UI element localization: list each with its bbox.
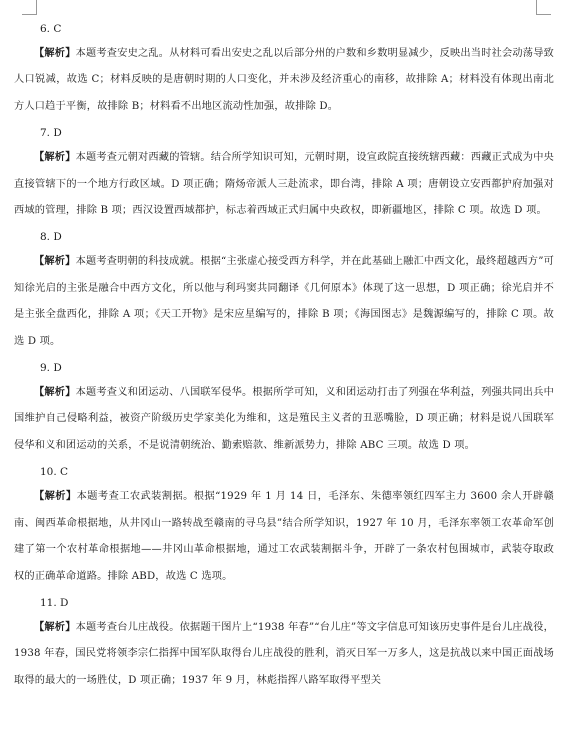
explanation-text: 本题考查元朝对西藏的管辖。结合所学知识可知，元朝时期，设宣政院直接统辖西藏：西藏正式成为中央直接管辖下的一个地方行政区域。D 项正确；隋炀帝派人三赴流求，即台湾，排除 A 项；唐朝设立安西都护府加强对西域的管理，排除 B 项；西汉设置西域都护，标志着西域正式归属中央政权，即新疆地区，排除 C 项。故选 D 项。	[14, 152, 554, 217]
explanation-text: 本题考查安史之乱。从材料可看出安史之乱以后部分州的户数和乡数明显减少，反映出当时社会动荡导致人口锐减，故选 C；材料反映的是唐朝时期的人口变化，并未涉及经济重心的南移，故排除 A；材料没有体现出南北方人口趋于平衡，故排除 B；材料看不出地区流动性加强，故排除 D。	[14, 48, 554, 112]
answer-number: 6. C	[40, 23, 62, 35]
analysis-tag: 【解析】	[34, 386, 76, 399]
question-11	[14, 596, 554, 694]
explanation-text: 本题考查台儿庄战役。依据题干图片上“1938 年春”“台儿庄”等文字信息可知该历史事件是台儿庄战役，1938 年春，国民党将领李宗仁指挥中国军队取得台儿庄战役的胜利，消灭日军一万多人，这是抗战以来中国正面战场取得的最大的一场胜仗，D 项正确；1937 年 9 月，林彪指挥八路军取得平型关	[14, 621, 554, 686]
question-9	[14, 361, 554, 459]
explanation-paragraph	[14, 144, 554, 224]
analysis-tag: 【解析】	[34, 151, 76, 164]
analysis-tag: 【解析】	[34, 620, 76, 633]
explanation-text: 本题考查明朝的科技成就。根据“主张虚心接受西方科学，并在此基础上融汇中西文化，最终超越西方”可知徐光启的主张是融合中西方文化，所以他与利玛窦共同翻译《几何原本》体现了这一思想，D 项正确；徐光启并不是主张全盘西化，排除 A 项；《天工开物》是宋应星编写的，排除 B 项；《海国图志》是魏源编写的，排除 C 项。故选 D 项。	[14, 256, 554, 347]
explanation-paragraph	[14, 248, 554, 355]
page-corner-mark-right	[536, 0, 551, 15]
answer-number: 7. D	[40, 127, 62, 140]
explanation-paragraph	[14, 379, 554, 459]
analysis-tag: 【解析】	[34, 490, 77, 503]
explanation-paragraph	[14, 40, 554, 120]
question-7	[14, 126, 554, 224]
page-corner-mark-left	[22, 0, 37, 15]
question-6	[14, 22, 554, 120]
answer-explanations	[14, 16, 554, 694]
answer-number: 8. D	[40, 231, 62, 244]
analysis-tag: 【解析】	[34, 47, 76, 59]
answer-number: 10. C	[40, 466, 69, 479]
answer-number: 9. D	[40, 362, 62, 375]
question-10	[14, 465, 554, 590]
explanation-paragraph	[14, 483, 554, 590]
explanation-text: 本题考查工农武装割据。根据“1929 年 1 月 14 日，毛泽东、朱德率领红四军主力 3600 余人开辟赣南、闽西革命根据地，从井冈山一路转战至赣南的寻乌县”结合所学知识，1927 年 10 月，毛泽东率领工农革命军创建了第一个农村革命根据地——井冈山革命根据地，通过工农武装割据斗争，开辟了一条农村包围城市，武装夺取政权的正确革命道路。排除 ABD，故选 C 选项。	[14, 491, 554, 582]
explanation-text: 本题考查义和团运动、八国联军侵华。根据所学可知，义和团运动打击了列强在华利益，列强共同出兵中国维护自己侵略利益，被资产阶级历史学家美化为维和，这是殖民主义者的丑恶嘴脸，D 项正确；材料是说八国联军侵华和义和团运动的关系，不是说清朝统治、勤索赔款、维新派势力，排除 ABC 三项。故选 D 项。	[14, 387, 554, 451]
answer-number: 11. D	[40, 596, 69, 609]
analysis-tag: 【解析】	[34, 255, 76, 268]
question-8	[14, 230, 554, 355]
explanation-paragraph	[14, 614, 554, 694]
